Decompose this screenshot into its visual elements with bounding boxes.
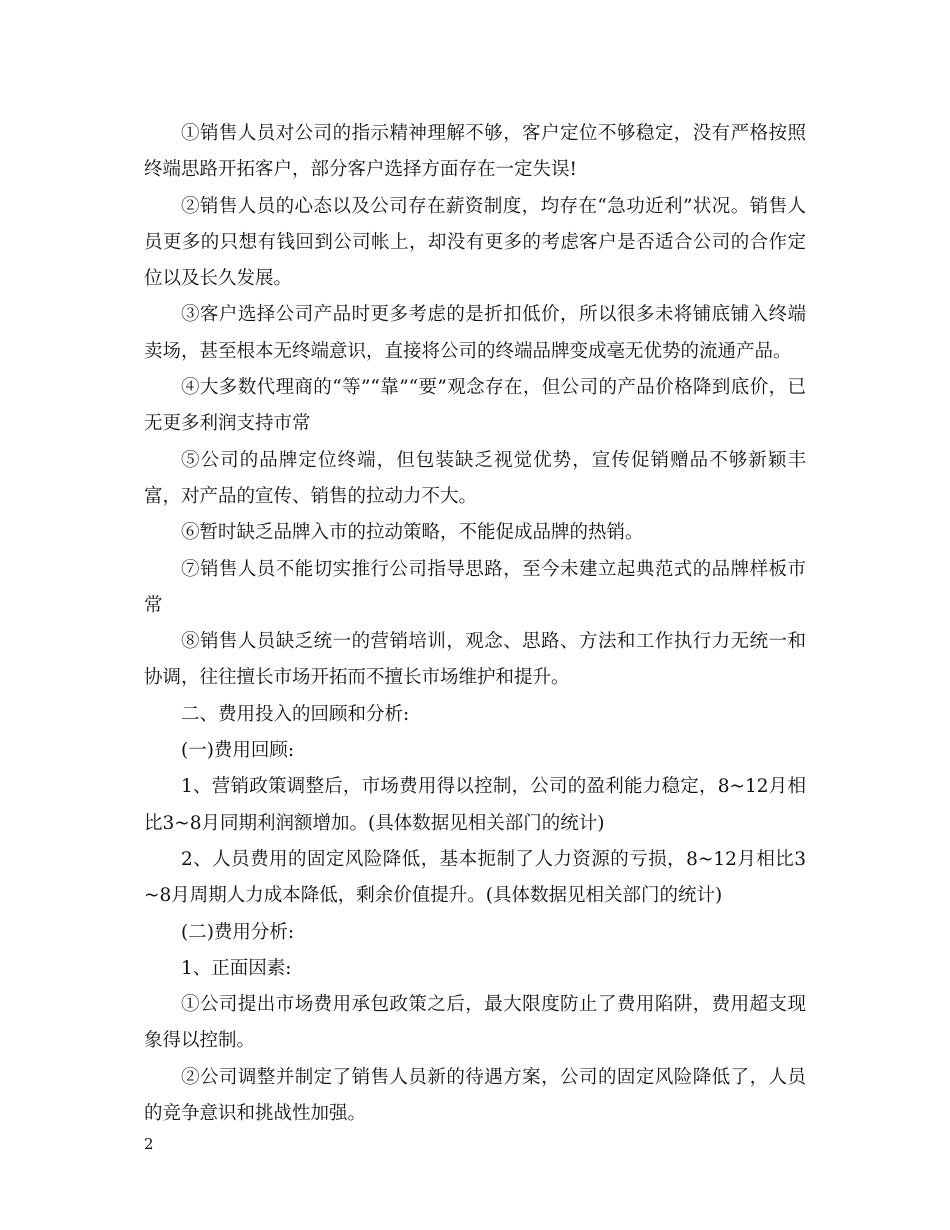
paragraph: ①销售人员对公司的指示精神理解不够，客户定位不够稳定，没有严格按照终端思路开拓客户，部分客户选择方面存在一定失误! xyxy=(144,123,806,181)
paragraph: ⑧销售人员缺乏统一的营销培训，观念、思路、方法和工作执行力无统一和协调，往往擅长市场开拓而不擅长市场维护和提升。 xyxy=(144,631,806,689)
paragraph: ②公司调整并制定了销售人员新的待遇方案，公司的固定风险降低了，人员的竞争意识和挑战性加强。 xyxy=(144,1066,806,1125)
subsection-heading: (一)费用回顾: xyxy=(181,740,295,762)
paragraph: 2、人员费用的固定风险降低，基本扼制了人力资源的亏损，8~12月相比3~8月周期人力成本降低，剩余价值提升。(具体数据见相关部门的统计) xyxy=(144,848,806,907)
paragraph: 1、营销政策调整后，市场费用得以控制，公司的盈利能力稳定，8~12月相比3~8月同期利润额增加。(具体数据见相关部门的统计) xyxy=(144,776,806,834)
paragraph: ⑥暂时缺乏品牌入市的拉动策略，不能促成品牌的热销。 xyxy=(181,522,644,544)
paragraph: ④大多数代理商的“等”“靠”“要”观念存在，但公司的产品价格降到底价，已无更多利润支持市常 xyxy=(144,377,806,435)
paragraph: ⑦销售人员不能切实推行公司指导思路，至今未建立起典范式的品牌样板市常 xyxy=(144,558,806,616)
paragraph: ③客户选择公司产品时更多考虑的是折扣低价，所以很多未将铺底铺入终端卖场，甚至根本无终端意识，直接将公司的终端品牌变成毫无优势的流通产品。 xyxy=(144,304,806,362)
section-heading: 二、费用投入的回顾和分析: xyxy=(181,703,410,725)
list-heading: 1、正面因素: xyxy=(181,957,292,979)
paragraph: ②销售人员的心态以及公司存在薪资制度，均存在“急功近利”状况。销售人员更多的只想有钱回到公司帐上，却没有更多的考虑客户是否适合公司的合作定位以及长久发展。 xyxy=(144,195,806,290)
page-number: 2 xyxy=(144,1135,154,1153)
subsection-heading: (二)费用分析: xyxy=(181,921,295,943)
paragraph: ①公司提出市场费用承包政策之后，最大限度防止了费用陷阱，费用超支现象得以控制。 xyxy=(144,994,806,1052)
document-body xyxy=(144,116,806,1132)
paragraph: ⑤公司的品牌定位终端，但包装缺乏视觉优势，宣传促销赠品不够新颖丰富，对产品的宣传、销售的拉动力不大。 xyxy=(144,449,806,507)
